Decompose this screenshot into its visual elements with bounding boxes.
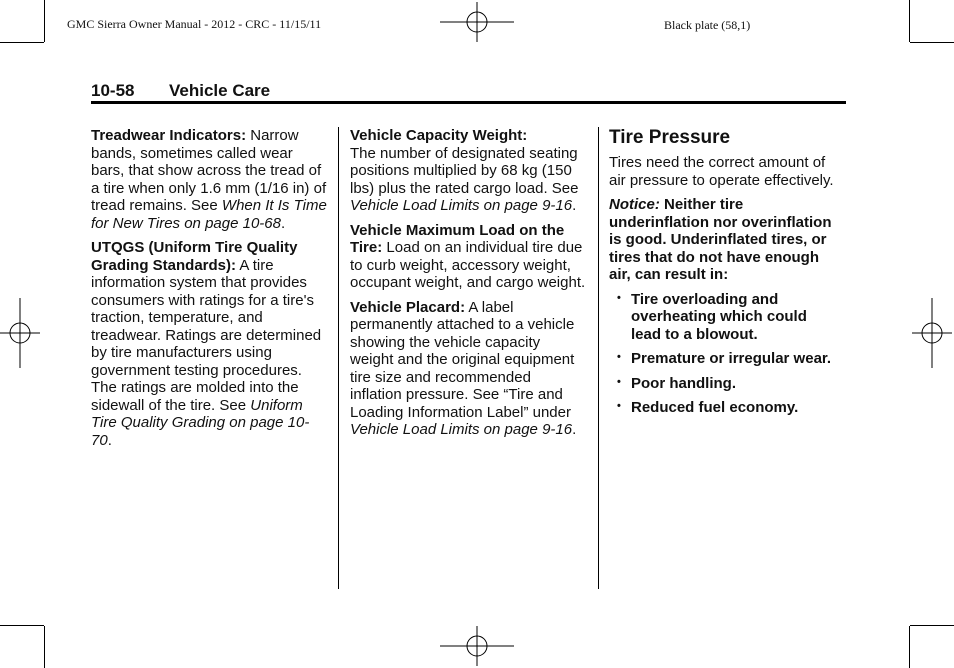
notice-paragraph: Notice: Neither tire underinflation nor overinflation is good. Underinflated tires, or tires that do not have enough air, can result in: [609, 196, 832, 283]
registration-mark-bottom [440, 626, 514, 666]
notice-label: Notice: [609, 196, 660, 213]
list-item: • Tire overloading and overheating which could lead to a blowout. [617, 290, 807, 343]
section-heading: Tire Pressure [609, 127, 731, 148]
column-divider [598, 127, 599, 589]
crop-mark [910, 42, 954, 43]
cross-reference-link[interactable]: When It Is Time for New Tires on page 10-68 [91, 197, 327, 232]
running-head [91, 81, 271, 101]
term: Vehicle Capacity Weight [350, 127, 523, 144]
crop-mark [0, 42, 44, 43]
bullet-icon: • [617, 375, 621, 388]
cross-reference-link[interactable]: Vehicle Load Limits on page 9-16 [350, 197, 573, 214]
term: Treadwear Indicators [91, 127, 242, 144]
bullet-icon: • [617, 351, 621, 363]
column-1 [91, 127, 327, 456]
definition-utqgs: UTQGS (Uniform Tire Quality Grading Standards): A tire information system that provides consumers with ratings for a tire's traction, temperature, and treadwear. Ratings are determined by tire manufacturers using government testing procedures. The ratings are molded into the sidewall of the tire. See Uniform Tire Quality Grading on page 10-70. [91, 239, 322, 449]
registration-mark-right [912, 298, 952, 368]
column-2 [350, 127, 586, 446]
registration-mark-left [0, 298, 40, 368]
crop-mark [0, 625, 44, 626]
print-header-left: GMC Sierra Owner Manual - 2012 - CRC - 11/15/11 [67, 17, 322, 31]
term: Vehicle Maximum Load on the Tire [350, 221, 565, 256]
definition-treadwear-indicators: Treadwear Indicators: Narrow bands, sometimes called wear bars, that show across the tread of a tire when only 1.6 mm (1/16 in) of tread remains. See When It Is Time for New Tires on page 10-68. [91, 127, 327, 232]
column-3 [609, 127, 841, 424]
list-item: • Reduced fuel economy. [617, 399, 799, 416]
crop-mark [44, 626, 45, 668]
list-item: • Poor handling. [617, 374, 736, 392]
definition-vehicle-placard: Vehicle Placard: A label permanently attached to a vehicle showing the vehicle capacity weight and the original equipment tire size and recommended inflation pressure. See “Tire and Loading Information Label” under Vehicle Load Limits on page 9-16. [350, 298, 577, 438]
section-title: Vehicle Care [169, 81, 271, 100]
column-divider [338, 127, 339, 589]
definition-vehicle-maximum-load: Vehicle Maximum Load on the Tire: Load on an individual tire due to curb weight, accessory weight, occupant weight, and cargo weight. [350, 221, 586, 291]
bullet-icon: • [617, 291, 621, 304]
registration-mark-top [440, 2, 514, 42]
definition-vehicle-capacity-weight: Vehicle Capacity Weight: The number of designated seating positions multiplied by 68 kg (150 lbs) plus the rated cargo load. See Vehicle Load Limits on page 9-16. [350, 127, 579, 214]
crop-mark [909, 0, 910, 42]
intro-paragraph: Tires need the correct amount of air pressure to operate effectively. [609, 154, 834, 189]
print-header-right: Black plate (58,1) [664, 18, 751, 32]
page-number: 10-58 [91, 81, 135, 100]
bullet-list [609, 291, 841, 417]
header-rule [91, 101, 846, 104]
cross-reference-link[interactable]: Vehicle Load Limits on page 9-16 [350, 421, 573, 438]
bullet-icon: • [617, 400, 621, 412]
crop-mark [910, 625, 954, 626]
term: UTQGS (Uniform Tire Quality Grading Standards) [91, 239, 298, 274]
cross-reference-link[interactable]: Uniform Tire Quality Grading on page 10-70 [91, 396, 310, 449]
crop-mark [44, 0, 45, 42]
term: Vehicle Placard [350, 298, 461, 316]
crop-mark [909, 626, 910, 668]
list-item: • Premature or irregular wear. [617, 350, 832, 367]
